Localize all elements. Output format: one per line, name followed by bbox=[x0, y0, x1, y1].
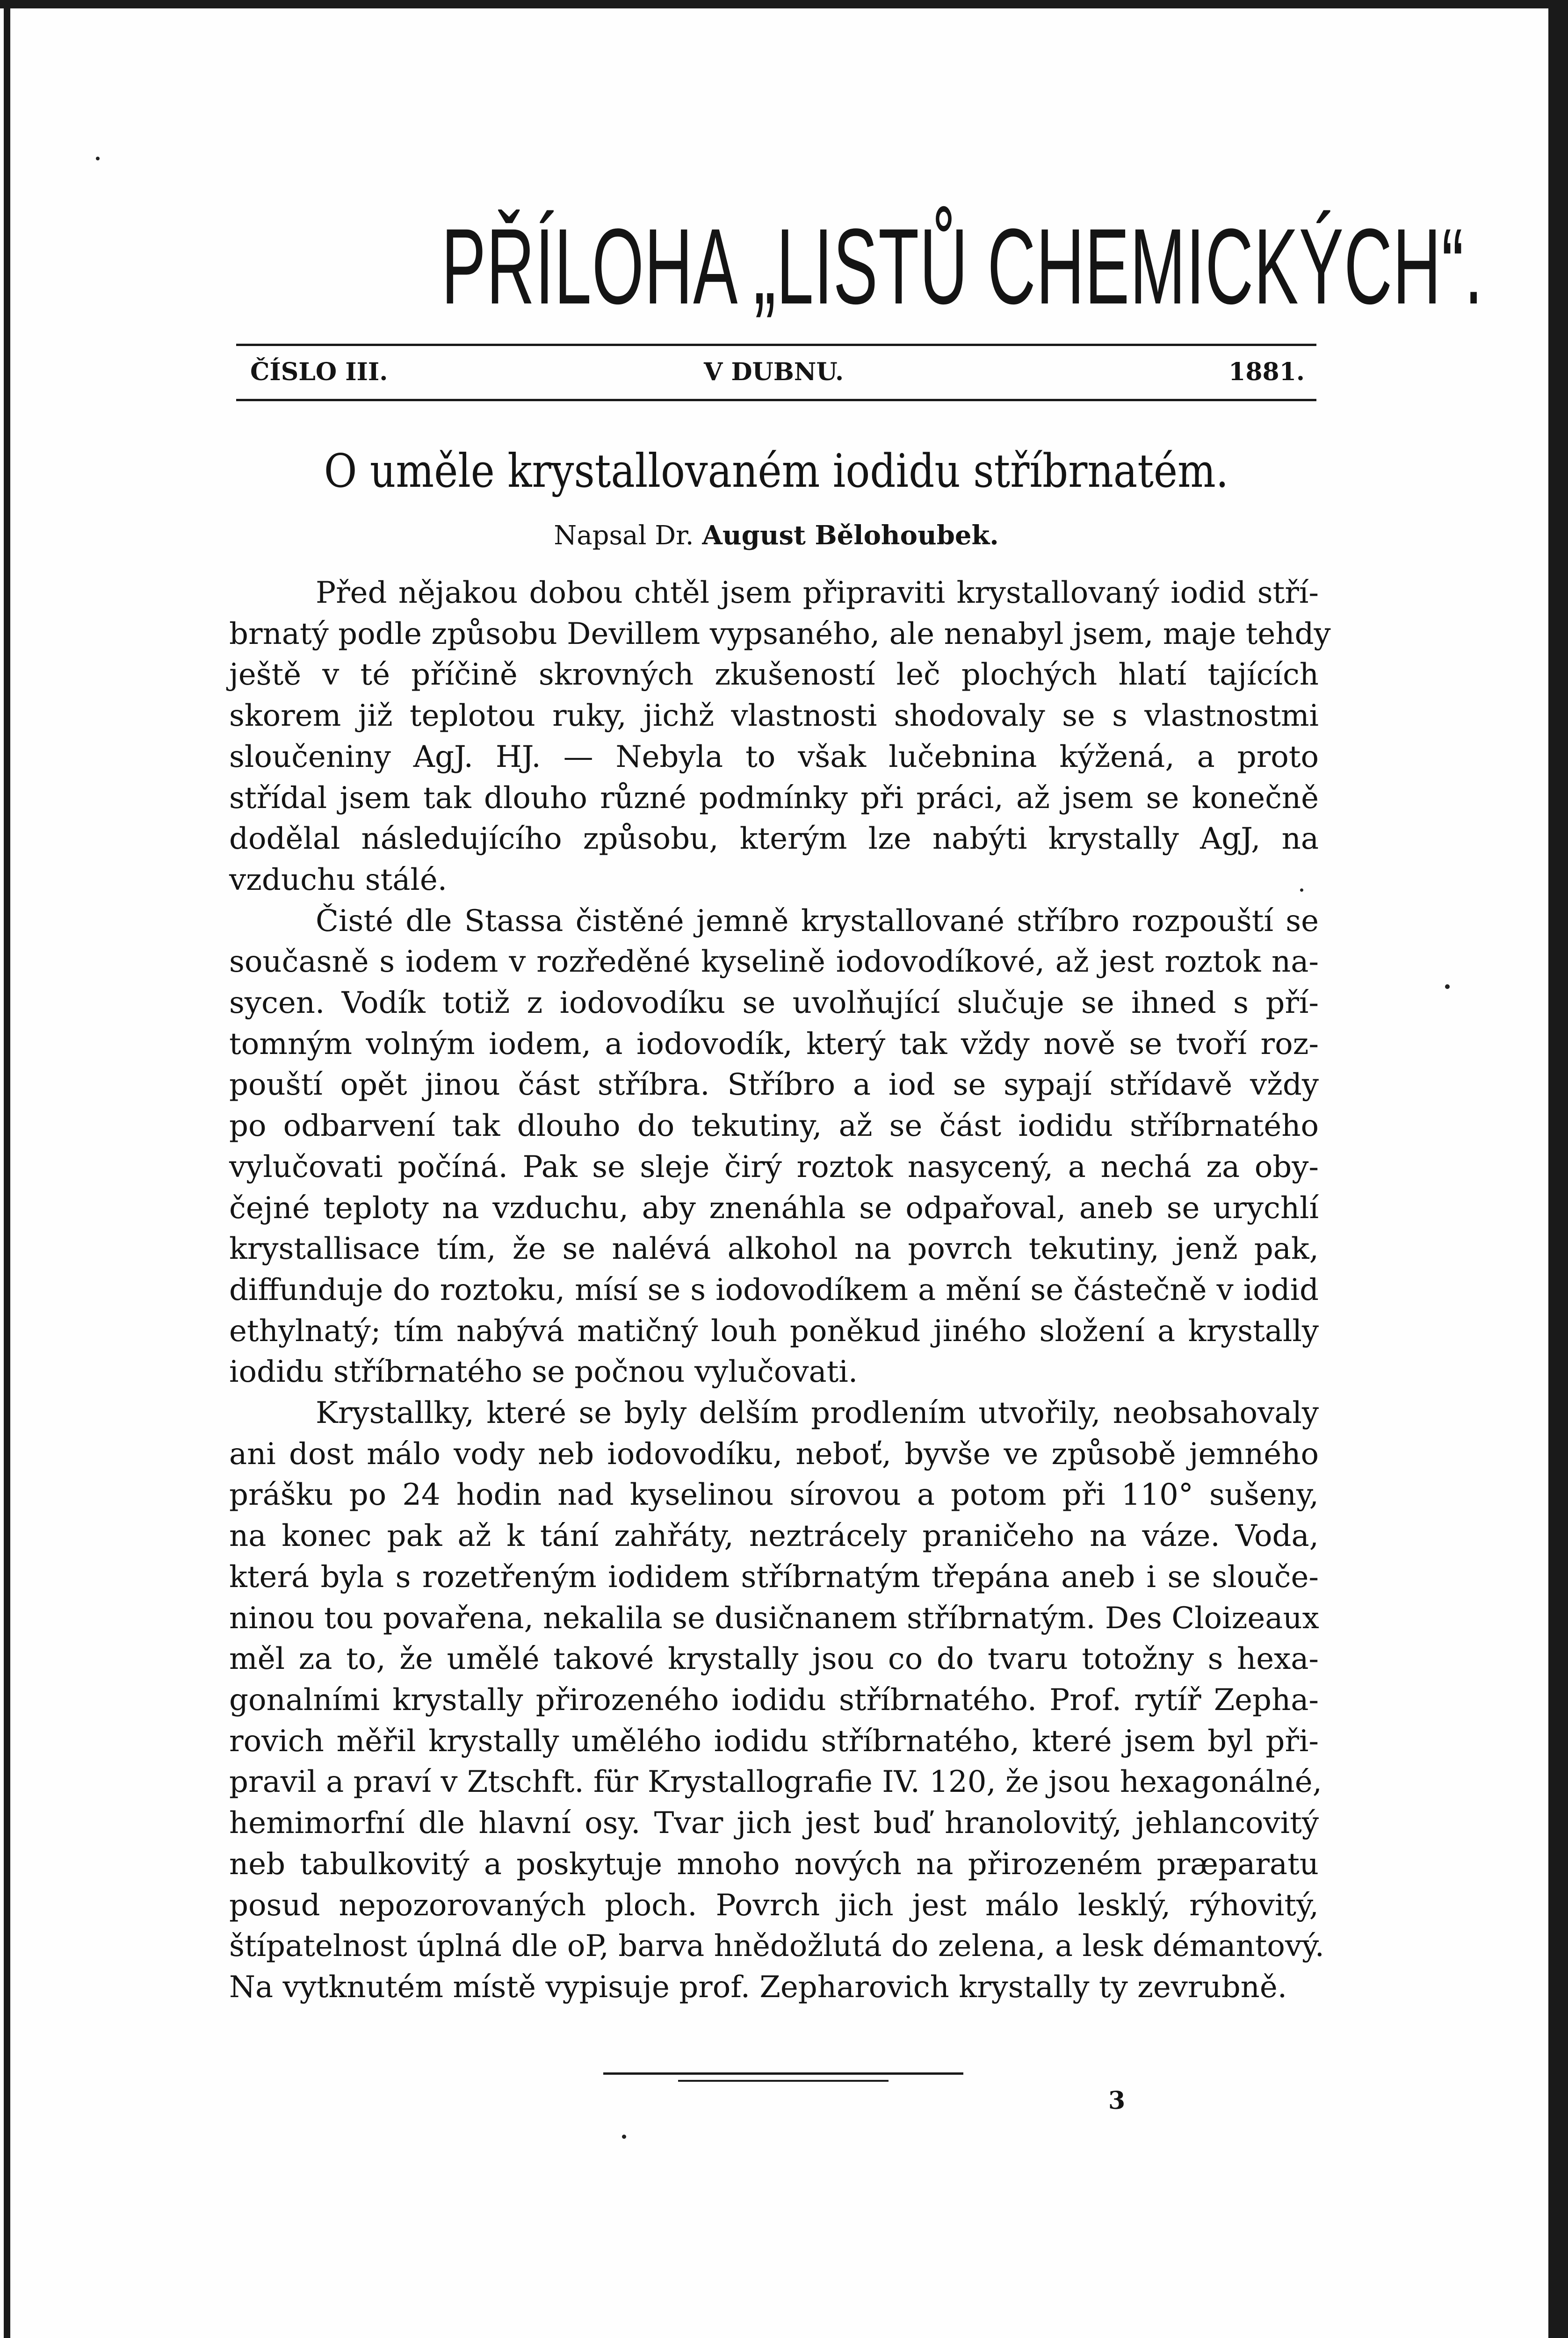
body-line: po odbarvení tak dlouho do tekutiny, až se část iodidu stříbrnatého bbox=[229, 1109, 1319, 1144]
body-line: současně s iodem v rozředěné kyselině iodovodíkové, až jest roztok na- bbox=[229, 945, 1319, 980]
body-line: dodělal následujícího způsobu, kterým lze nabýti krystally AgJ, na bbox=[229, 822, 1319, 857]
page-edge-top bbox=[0, 0, 1568, 8]
end-rule-short bbox=[678, 2080, 889, 2082]
body-line: neb tabulkovitý a poskytuje mnoho nových na přirozeném præparatu bbox=[229, 1847, 1319, 1882]
body-line: diffunduje do roztoku, mísí se s iodovodíkem a mění se částečně v iodid bbox=[229, 1272, 1319, 1307]
body-line: krystallisace tím, že se nalévá alkohol na povrch tekutiny, jenž pak, bbox=[229, 1232, 1319, 1267]
body-line: která byla s rozetřeným iodidem stříbrnatým třepána aneb i se slouče- bbox=[229, 1559, 1319, 1595]
body-line: Čisté dle Stassa čistěné jemně krystallované stříbro rozpouští se bbox=[316, 903, 1319, 938]
body-line: ještě v té příčině skrovných zkušeností leč plochých hlatí tajících bbox=[229, 657, 1319, 693]
end-rule-long bbox=[603, 2072, 963, 2075]
masthead-rule-top bbox=[236, 344, 1316, 346]
body-line: ani dost málo vody neb iodovodíku, neboť, byvše ve způsobě jemného bbox=[229, 1436, 1319, 1472]
article-body bbox=[229, 573, 1331, 2008]
body-line: Na vytknutém místě vypisuje prof. Zepharovich krystally ty zevrubně. bbox=[229, 1970, 1287, 2005]
body-line: pravil a praví v Ztschft. für Krystallografie IV. 120, že jsou hexagonálné, bbox=[229, 1765, 1322, 1800]
body-line: prášku po 24 hodin nad kyselinou sírovou a potom při 110° sušeny, bbox=[229, 1478, 1319, 1513]
body-line: ethylnatý; tím nabývá matičný louh poněkud jiného složení a krystally bbox=[229, 1313, 1319, 1349]
issue-line bbox=[250, 358, 1305, 390]
body-line: na konec pak až k tání zahřáty, neztrácely praničeho na váze. Voda, bbox=[229, 1519, 1319, 1554]
body-line: brnatý podle způsobu Devillem vypsaného, ale nenabyl jsem, maje tehdy bbox=[229, 616, 1331, 651]
body-line: rovich měřil krystally umělého iodidu stříbrnatého, které jsem byl při- bbox=[229, 1724, 1319, 1759]
body-line: hemimorfní dle hlavní osy. Tvar jich jest buď hranolovitý, jehlancovitý bbox=[229, 1806, 1319, 1841]
body-line: sycen. Vodík totiž z iodovodíku se uvolňující slučuje se ihned s pří- bbox=[229, 986, 1319, 1021]
body-line: sloučeniny AgJ. HJ. — Nebyla to však lučebnina kýžená, a proto bbox=[229, 739, 1319, 774]
masthead-title: PŘÍLOHA „LISTŮ CHEMICKÝCH“. bbox=[441, 206, 1484, 326]
body-line: Před nějakou dobou chtěl jsem připraviti krystallovaný iodid stří- bbox=[316, 576, 1319, 610]
issue-month: V DUBNU. bbox=[704, 358, 844, 386]
page-number: 3 bbox=[1108, 2086, 1126, 2115]
body-line: vylučovati počíná. Pak se sleje čirý roztok nasycený, a nechá za oby- bbox=[229, 1149, 1319, 1184]
body-line: iodidu stříbrnatého se počnou vylučovati. bbox=[229, 1355, 858, 1390]
page-edge-right bbox=[1548, 0, 1568, 2338]
body-line: měl za to, že umělé takové krystally jsou co do tvaru totožny s hexa- bbox=[229, 1642, 1319, 1677]
body-line: pouští opět jinou část stříbra. Stříbro a iod se sypají střídavě vždy bbox=[229, 1068, 1319, 1103]
body-line: štípatelnost úplná dle oP, barva hnědožlutá do zelena, a lesk démantový. bbox=[229, 1929, 1324, 1964]
body-line: ninou tou povařena, nekalila se dusičnanem stříbrnatým. Des Cloizeaux bbox=[229, 1601, 1319, 1636]
byline-author: August Bělohoubek. bbox=[702, 520, 999, 551]
masthead-rule-bottom bbox=[236, 399, 1316, 401]
paper-speck bbox=[1300, 888, 1303, 892]
body-line: vzduchu stálé. bbox=[229, 862, 448, 897]
paper-speck bbox=[96, 157, 100, 160]
issue-year: 1881. bbox=[1228, 358, 1305, 386]
body-line: čejné teploty na vzduchu, aby znenáhla se odpařoval, aneb se urychlí bbox=[229, 1191, 1319, 1226]
body-line: Krystallky, které se byly delším prodlením utvořily, neobsahovaly bbox=[316, 1396, 1319, 1431]
issue-number: ČÍSLO III. bbox=[250, 358, 388, 386]
body-line: gonalními krystally přirozeného iodidu stříbrnatého. Prof. rytíř Zepha- bbox=[229, 1682, 1319, 1717]
body-line: posud nepozorovaných ploch. Povrch jich jest málo lesklý, rýhovitý, bbox=[229, 1888, 1319, 1923]
article-byline bbox=[236, 520, 1316, 551]
body-line: tomným volným iodem, a iodovodík, který tak vždy nově se tvoří roz- bbox=[229, 1026, 1319, 1061]
article-title: O uměle krystallovaném iodidu stříbrnatém. bbox=[324, 445, 1229, 498]
page-edge-left bbox=[4, 0, 10, 2338]
paper-speck bbox=[1445, 984, 1450, 989]
body-line: střídal jsem tak dlouho různé podmínky při práci, až jsem se konečně bbox=[229, 780, 1319, 815]
body-line: skorem již teplotou ruky, jichž vlastnosti shodovaly se s vlastnostmi bbox=[229, 699, 1319, 734]
byline-prefix: Napsal Dr. bbox=[554, 520, 694, 551]
paper-speck bbox=[622, 2135, 626, 2139]
